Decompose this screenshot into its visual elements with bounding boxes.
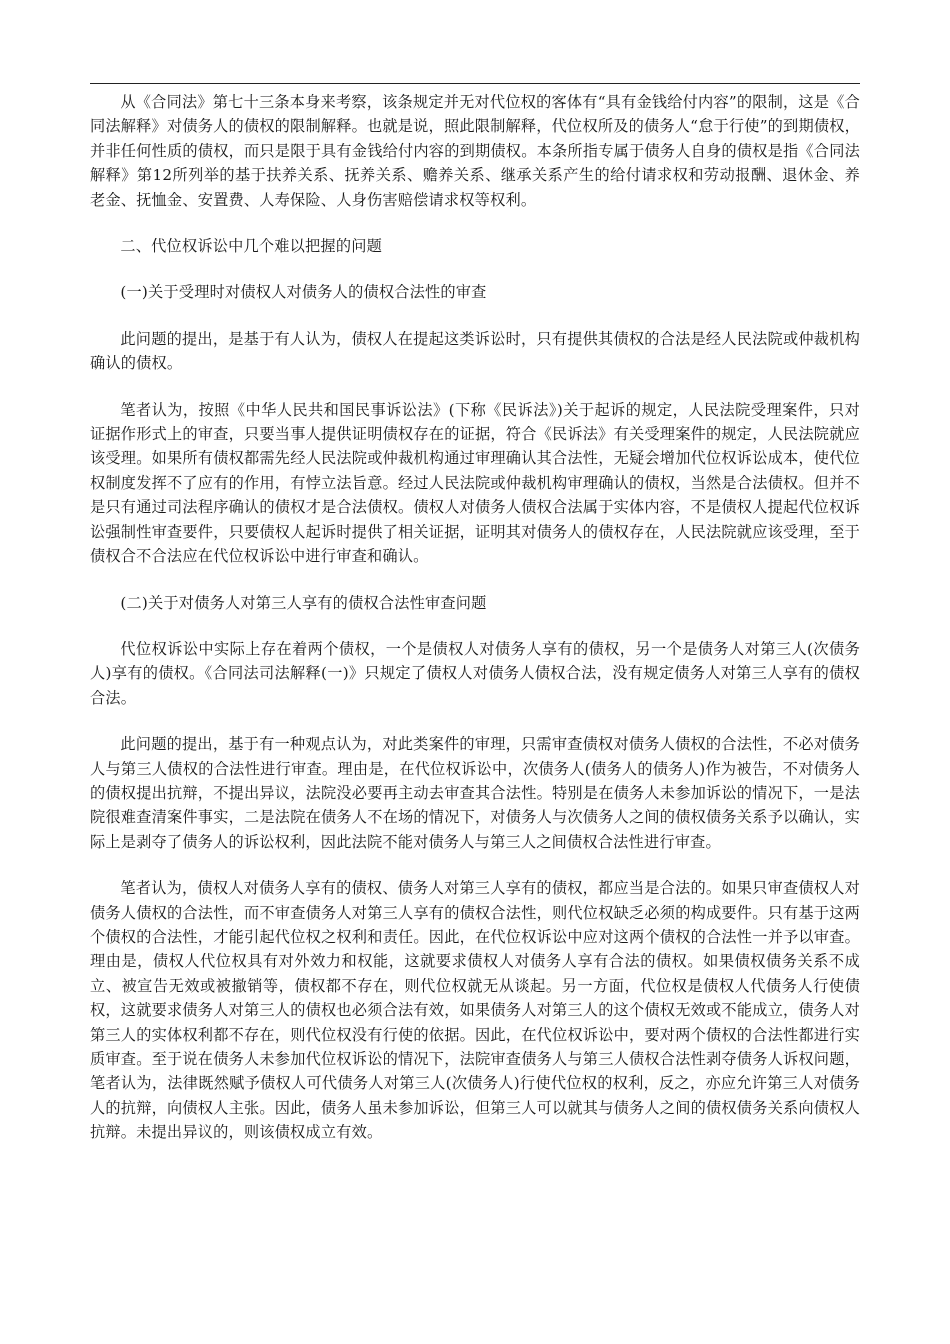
paragraph-author-view-1: 笔者认为，按照《中华人民共和国民事诉讼法》(下称《民诉法》)关于起诉的规定，人民法院受理案件，只对证据作形式上的审查，只要当事人提供证明债权存在的证据，符合《民诉法》有关受理案件的规定，人民法院就应该受理。如果所有债权都需先经人民法院或仲裁机构通过审理确认其合法性，无疑会增加代位权诉讼成本，使代位权制度发挥不了应有的作用，有悖立法旨意。经过人民法院或仲裁机构审理确认的债权，当然是合法债权。但并不是只有通过司法程序确认的债权才是合法债权。债权人对债务人债权合法属于实体内容，不是债权人提起代位权诉讼强制性审查要件，只要债权人起诉时提供了相关证据，证明其对债务人的债权存在，人民法院就应该受理，至于债权合不合法应在代位权诉讼中进行审查和确认。: [90, 400, 860, 566]
paragraph-issue-raised-1: 此问题的提出，是基于有人认为，债权人在提起这类诉讼时，只有提供其债权的合法是经人民法院或仲裁机构确认的债权。: [90, 329, 860, 373]
paragraph-issue-raised-2: 此问题的提出，基于有一种观点认为，对此类案件的审理，只需审查债权对债务人债权的合法性，不必对债务人与第三人债权的合法性进行审查。理由是，在代位权诉讼中，次债务人(债务人的债务人)作为被告，不对债务人的债权提出抗辩，不提出异议，法院没必要再主动去审查其合法性。特别是在债务人未参加诉讼的情况下，一是法院很难查清案件事实，二是法院在债务人不在场的情况下，对债务人与次债务人之间的债权债务关系予以确认，实际上是剥夺了债务人的诉讼权利，因此法院不能对债务人与第三人之间债权合法性进行审查。: [90, 735, 860, 851]
subsection-heading-2: (二)关于对债务人对第三人享有的债权合法性审查问题: [120, 593, 487, 612]
paragraph-creditor-right-scope: 从《合同法》第七十三条本身来考察，该条规定并无对代位权的客体有“具有金钱给付内容”的限制，这是《合同法解释》对债务人的债权的限制解释。也就是说，照此限制解释，代位权所及的债务人“怠于行使”的到期债权，并非任何性质的债权，而只是限于具有金钱给付内容的到期债权。本条所指专属于债务人自身的债权是指《合同法解释》第12所列举的基于扶养关系、抚养关系、赡养关系、继承关系产生的给付请求权和劳动报酬、退休金、养老金、抚恤金、安置费、人寿保险、人身伤害赔偿请求权等权利。: [90, 93, 860, 209]
document-body: [90, 90, 860, 1167]
header-rule: [90, 83, 860, 84]
section-heading-2: 二、代位权诉讼中几个难以把握的问题: [120, 237, 382, 256]
paragraph-two-claims: 代位权诉讼中实际上存在着两个债权，一个是债权人对债务人享有的债权，另一个是债务人对第三人(次债务人)享有的债权。《合同法司法解释(一)》只规定了债权人对债务人债权合法，没有规定债务人对第三人享有的债权合法。: [90, 639, 860, 707]
subsection-heading-1: (一)关于受理时对债权人对债务人的债权合法性的审查: [120, 283, 487, 302]
paragraph-author-view-2: 笔者认为，债权人对债务人享有的债权、债务人对第三人享有的债权，都应当是合法的。如果只审查债权人对债务人债权的合法性，而不审查债务人对第三人享有的债权合法性，则代位权缺乏必须的构成要件。只有基于这两个债权的合法性，才能引起代位权之权利和责任。因此，在代位权诉讼中应对这两个债权的合法性一并予以审查。理由是，债权人代位权具有对外效力和权能，这就要求债权人对债务人享有合法的债权。如果债权债务关系不成立、被宣告无效或被撤销等，债权都不存在，则代位权就无从谈起。另一方面，代位权是债权人代债务人行使债权，这就要求债务人对第三人的债权也必须合法有效，如果债务人对第三人的这个债权无效或不能成立，债务人对第三人的实体权利都不存在，则代位权没有行使的依据。因此，在代位权诉讼中，要对两个债权的合法性都进行实质审查。至于说在债务人未参加代位权诉讼的情况下，法院审查债务人与第三人债权合法性剥夺债务人诉权问题，笔者认为，法律既然赋予债权人可代债务人对第三人(次债务人)行使代位权的权利，反之，亦应允许第三人对债务人的抗辩，向债权人主张。因此，债务人虽未参加诉讼，但第三人可以就其与债务人之间的债权债务关系向债权人抗辩。未提出异议的，则该债权成立有效。: [90, 879, 860, 1142]
